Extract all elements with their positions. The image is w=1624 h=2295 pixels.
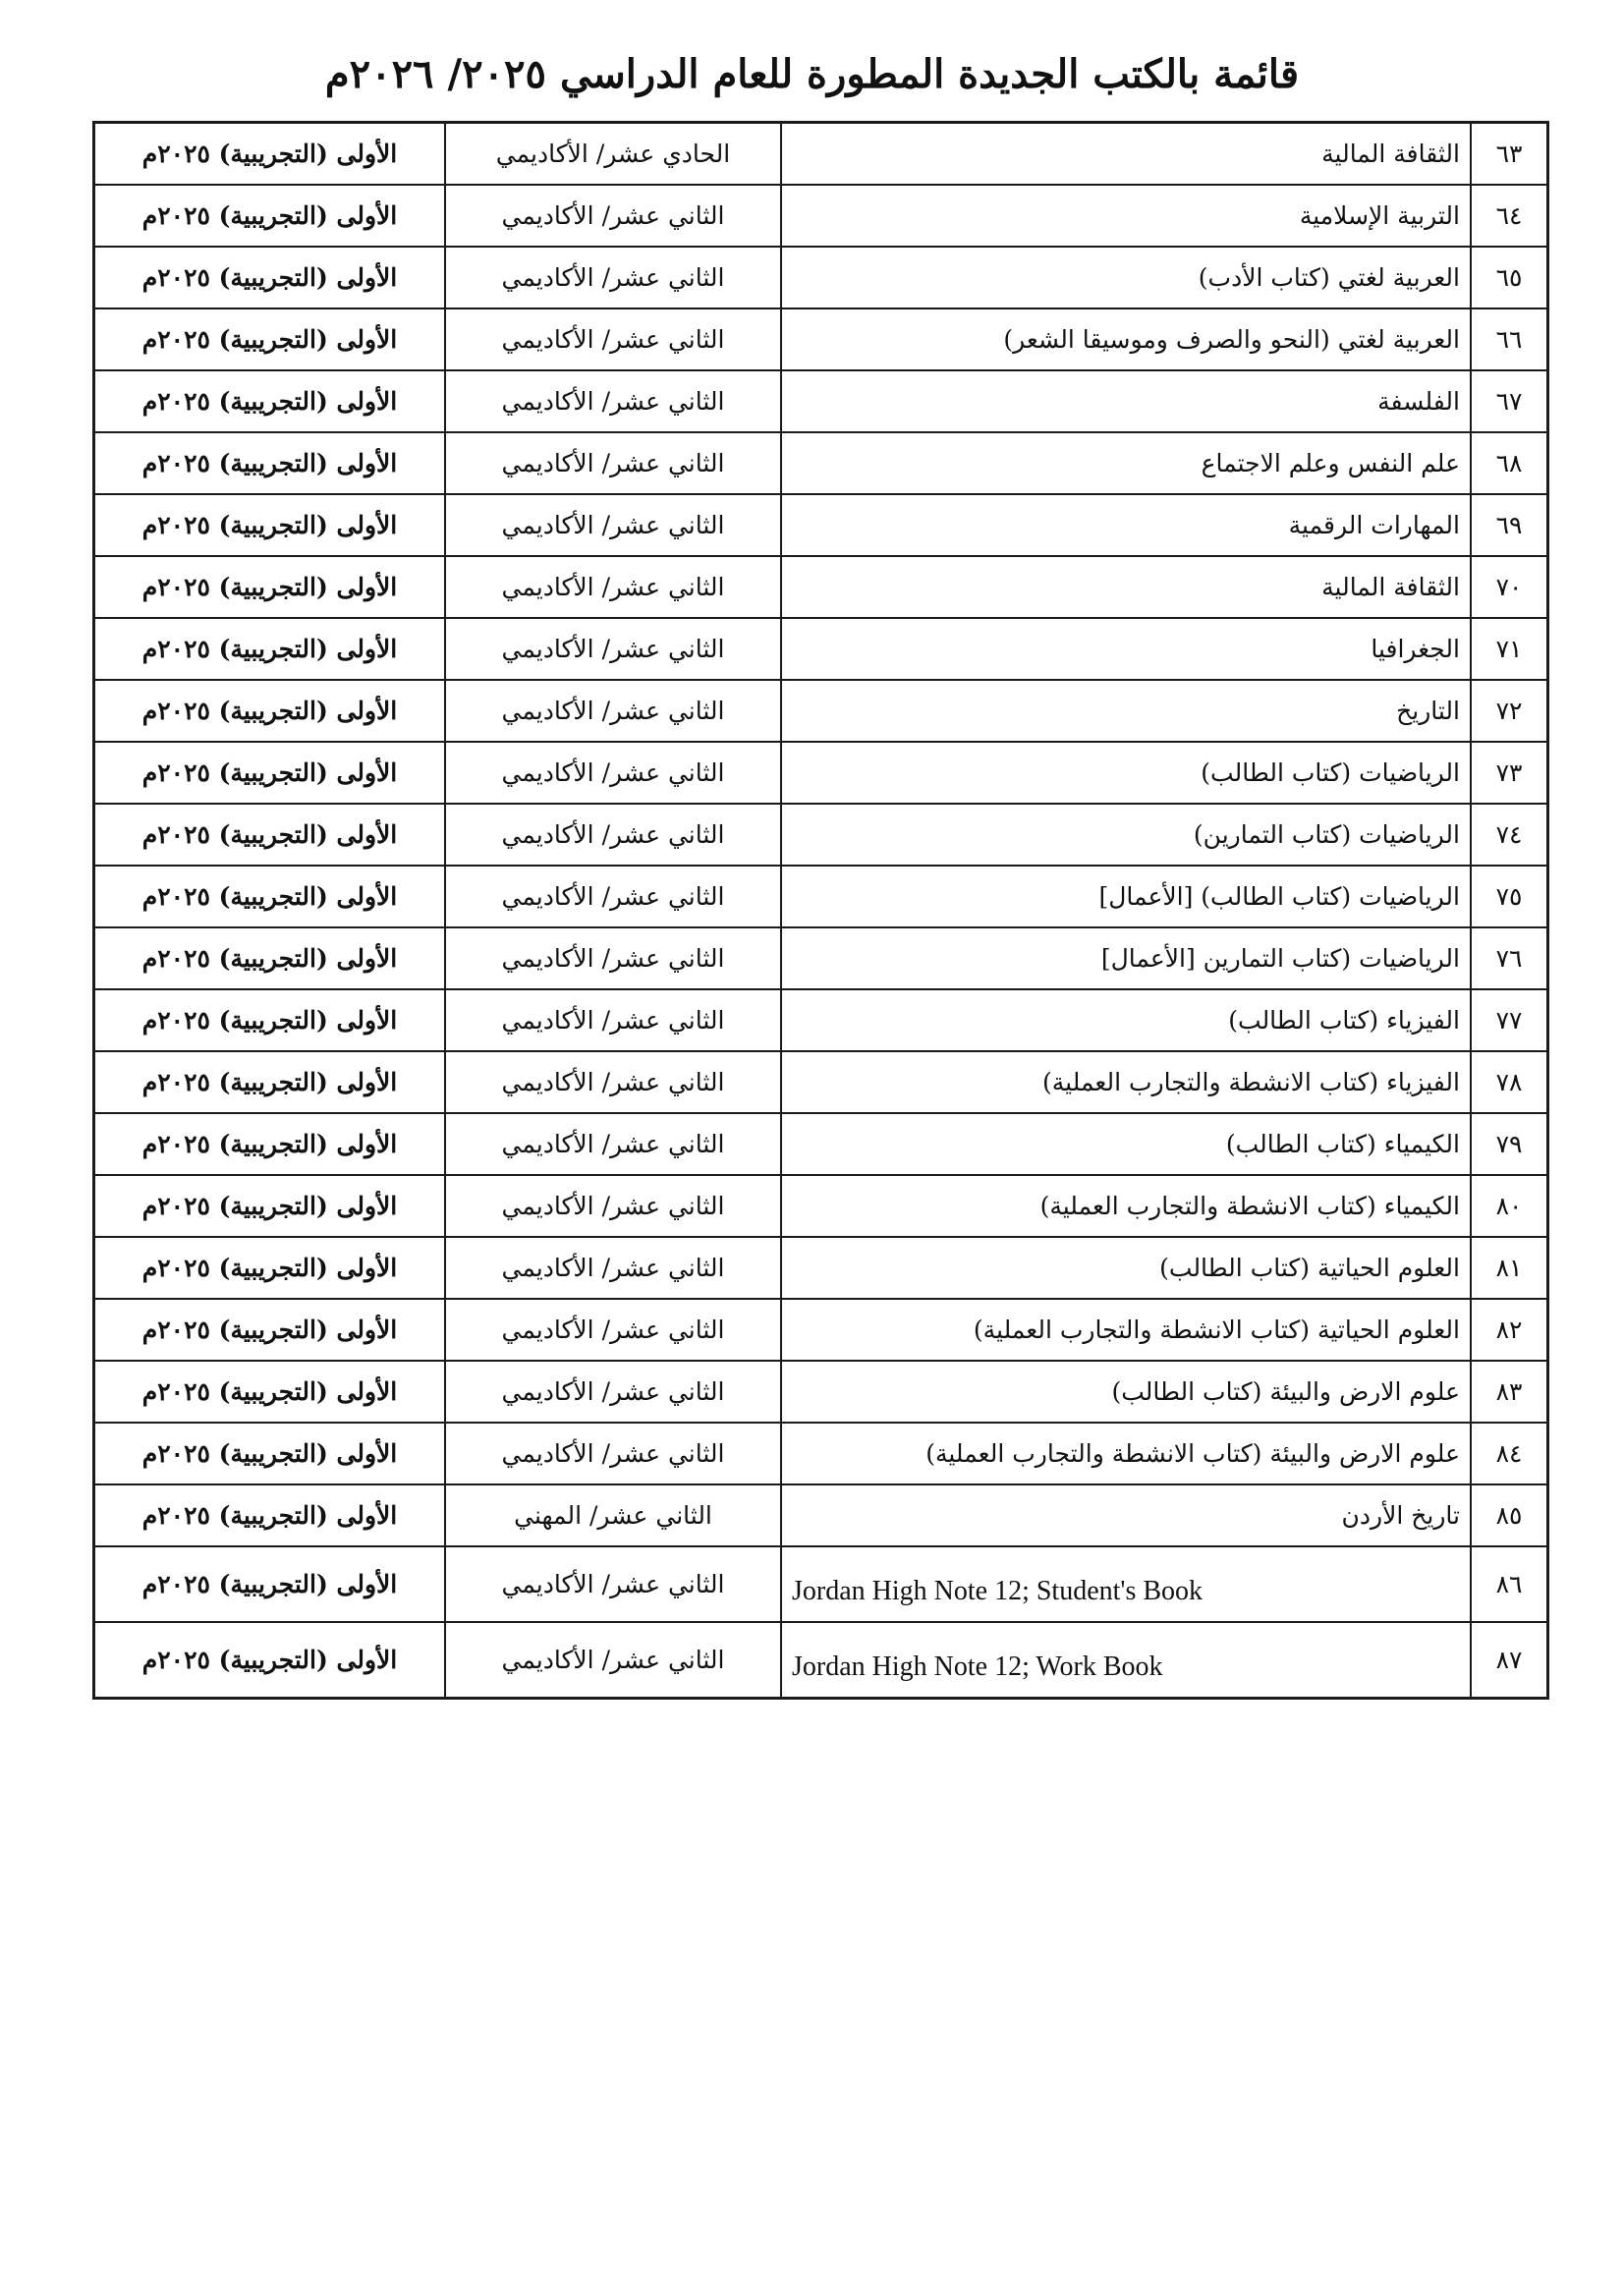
table-row xyxy=(94,247,1548,308)
table-row xyxy=(94,1622,1548,1699)
grade-stream: الثاني عشر/ الأكاديمي xyxy=(445,804,781,866)
book-title: علوم الارض والبيئة (كتاب الطالب) xyxy=(781,1361,1471,1423)
table-row xyxy=(94,1546,1548,1622)
grade-stream: الثاني عشر/ الأكاديمي xyxy=(445,927,781,989)
edition: الأولى (التجريبية) ٢٠٢٥م xyxy=(94,927,446,989)
row-number: ٧٠ xyxy=(1471,556,1548,618)
book-title: العلوم الحياتية (كتاب الطالب) xyxy=(781,1237,1471,1299)
edition: الأولى (التجريبية) ٢٠٢٥م xyxy=(94,1423,446,1484)
book-title: الفلسفة xyxy=(781,370,1471,432)
grade-stream: الثاني عشر/ الأكاديمي xyxy=(445,1622,781,1699)
book-title: علم النفس وعلم الاجتماع xyxy=(781,432,1471,494)
row-number: ٦٨ xyxy=(1471,432,1548,494)
row-number: ٨٢ xyxy=(1471,1299,1548,1361)
book-title: العلوم الحياتية (كتاب الانشطة والتجارب العملية) xyxy=(781,1299,1471,1361)
row-number: ٦٤ xyxy=(1471,185,1548,247)
grade-stream: الثاني عشر/ الأكاديمي xyxy=(445,1113,781,1175)
edition: الأولى (التجريبية) ٢٠٢٥م xyxy=(94,989,446,1051)
row-number: ٧٣ xyxy=(1471,742,1548,804)
table-row xyxy=(94,1299,1548,1361)
grade-stream: الثاني عشر/ الأكاديمي xyxy=(445,432,781,494)
row-number: ٨١ xyxy=(1471,1237,1548,1299)
table-row xyxy=(94,185,1548,247)
table-row xyxy=(94,1484,1548,1546)
table-row xyxy=(94,680,1548,742)
edition: الأولى (التجريبية) ٢٠٢٥م xyxy=(94,1299,446,1361)
edition: الأولى (التجريبية) ٢٠٢٥م xyxy=(94,556,446,618)
book-title: الفيزياء (كتاب الطالب) xyxy=(781,989,1471,1051)
books-table xyxy=(92,121,1549,1700)
grade-stream: الثاني عشر/ الأكاديمي xyxy=(445,247,781,308)
book-title: الثقافة المالية xyxy=(781,123,1471,186)
table-row xyxy=(94,1423,1548,1484)
edition: الأولى (التجريبية) ٢٠٢٥م xyxy=(94,247,446,308)
edition: الأولى (التجريبية) ٢٠٢٥م xyxy=(94,804,446,866)
book-title: تاريخ الأردن xyxy=(781,1484,1471,1546)
grade-stream: الثاني عشر/ الأكاديمي xyxy=(445,1546,781,1622)
row-number: ٧٤ xyxy=(1471,804,1548,866)
table-row xyxy=(94,308,1548,370)
grade-stream: الثاني عشر/ الأكاديمي xyxy=(445,680,781,742)
edition: الأولى (التجريبية) ٢٠٢٥م xyxy=(94,680,446,742)
edition: الأولى (التجريبية) ٢٠٢٥م xyxy=(94,185,446,247)
book-title: الرياضيات (كتاب الطالب) xyxy=(781,742,1471,804)
table-row xyxy=(94,370,1548,432)
grade-stream: الحادي عشر/ الأكاديمي xyxy=(445,123,781,186)
book-title: الفيزياء (كتاب الانشطة والتجارب العملية) xyxy=(781,1051,1471,1113)
row-number: ٦٩ xyxy=(1471,494,1548,556)
table-row xyxy=(94,1175,1548,1237)
grade-stream: الثاني عشر/ الأكاديمي xyxy=(445,1299,781,1361)
edition: الأولى (التجريبية) ٢٠٢٥م xyxy=(94,494,446,556)
book-title: الثقافة المالية xyxy=(781,556,1471,618)
row-number: ٦٥ xyxy=(1471,247,1548,308)
row-number: ٦٣ xyxy=(1471,123,1548,186)
row-number: ٦٧ xyxy=(1471,370,1548,432)
table-row xyxy=(94,742,1548,804)
edition: الأولى (التجريبية) ٢٠٢٥م xyxy=(94,1361,446,1423)
books-table-body xyxy=(94,123,1548,1699)
row-number: ٨٤ xyxy=(1471,1423,1548,1484)
book-title: الجغرافيا xyxy=(781,618,1471,680)
edition: الأولى (التجريبية) ٢٠٢٥م xyxy=(94,618,446,680)
edition: الأولى (التجريبية) ٢٠٢٥م xyxy=(94,742,446,804)
edition: الأولى (التجريبية) ٢٠٢٥م xyxy=(94,1113,446,1175)
grade-stream: الثاني عشر/ الأكاديمي xyxy=(445,494,781,556)
row-number: ٧٢ xyxy=(1471,680,1548,742)
table-row xyxy=(94,123,1548,186)
grade-stream: الثاني عشر/ الأكاديمي xyxy=(445,1423,781,1484)
edition: الأولى (التجريبية) ٢٠٢٥م xyxy=(94,1546,446,1622)
table-row xyxy=(94,1113,1548,1175)
edition: الأولى (التجريبية) ٢٠٢٥م xyxy=(94,1622,446,1699)
grade-stream: الثاني عشر/ الأكاديمي xyxy=(445,308,781,370)
row-number: ٧١ xyxy=(1471,618,1548,680)
book-title: المهارات الرقمية xyxy=(781,494,1471,556)
edition: الأولى (التجريبية) ٢٠٢٥م xyxy=(94,866,446,927)
edition: الأولى (التجريبية) ٢٠٢٥م xyxy=(94,432,446,494)
book-title: الكيمياء (كتاب الطالب) xyxy=(781,1113,1471,1175)
page-title: قائمة بالكتب الجديدة المطورة للعام الدراسي ٢٠٢٥/ ٢٠٢٦م xyxy=(324,51,1300,97)
table-row xyxy=(94,804,1548,866)
table-row xyxy=(94,556,1548,618)
book-title: Jordan High Note 12; Work Book xyxy=(781,1622,1471,1699)
grade-stream: الثاني عشر/ الأكاديمي xyxy=(445,1051,781,1113)
table-row xyxy=(94,1361,1548,1423)
row-number: ٨٣ xyxy=(1471,1361,1548,1423)
book-title: الكيمياء (كتاب الانشطة والتجارب العملية) xyxy=(781,1175,1471,1237)
table-row xyxy=(94,494,1548,556)
edition: الأولى (التجريبية) ٢٠٢٥م xyxy=(94,308,446,370)
edition: الأولى (التجريبية) ٢٠٢٥م xyxy=(94,1484,446,1546)
row-number: ٨٥ xyxy=(1471,1484,1548,1546)
row-number: ٧٦ xyxy=(1471,927,1548,989)
grade-stream: الثاني عشر/ الأكاديمي xyxy=(445,185,781,247)
row-number: ٧٧ xyxy=(1471,989,1548,1051)
grade-stream: الثاني عشر/ الأكاديمي xyxy=(445,1361,781,1423)
edition: الأولى (التجريبية) ٢٠٢٥م xyxy=(94,1051,446,1113)
table-row xyxy=(94,927,1548,989)
grade-stream: الثاني عشر/ الأكاديمي xyxy=(445,742,781,804)
edition: الأولى (التجريبية) ٢٠٢٥م xyxy=(94,1237,446,1299)
grade-stream: الثاني عشر/ الأكاديمي xyxy=(445,370,781,432)
book-title: العربية لغتي (النحو والصرف وموسيقا الشعر) xyxy=(781,308,1471,370)
grade-stream: الثاني عشر/ الأكاديمي xyxy=(445,989,781,1051)
row-number: ٧٥ xyxy=(1471,866,1548,927)
book-title: الرياضيات (كتاب التمارين) xyxy=(781,804,1471,866)
row-number: ٧٨ xyxy=(1471,1051,1548,1113)
book-title: الرياضيات (كتاب التمارين [الأعمال] xyxy=(781,927,1471,989)
row-number: ٨٧ xyxy=(1471,1622,1548,1699)
grade-stream: الثاني عشر/ الأكاديمي xyxy=(445,1237,781,1299)
edition: الأولى (التجريبية) ٢٠٢٥م xyxy=(94,123,446,186)
edition: الأولى (التجريبية) ٢٠٢٥م xyxy=(94,1175,446,1237)
table-row xyxy=(94,432,1548,494)
table-row xyxy=(94,989,1548,1051)
book-title: التاريخ xyxy=(781,680,1471,742)
book-title: التربية الإسلامية xyxy=(781,185,1471,247)
edition: الأولى (التجريبية) ٢٠٢٥م xyxy=(94,370,446,432)
grade-stream: الثاني عشر/ الأكاديمي xyxy=(445,618,781,680)
grade-stream: الثاني عشر/ الأكاديمي xyxy=(445,1175,781,1237)
book-title: العربية لغتي (كتاب الأدب) xyxy=(781,247,1471,308)
table-row xyxy=(94,1051,1548,1113)
grade-stream: الثاني عشر/ الأكاديمي xyxy=(445,866,781,927)
row-number: ٨٦ xyxy=(1471,1546,1548,1622)
table-row xyxy=(94,1237,1548,1299)
grade-stream: الثاني عشر/ الأكاديمي xyxy=(445,556,781,618)
row-number: ٧٩ xyxy=(1471,1113,1548,1175)
table-row xyxy=(94,618,1548,680)
book-title: Jordan High Note 12; Student's Book xyxy=(781,1546,1471,1622)
row-number: ٨٠ xyxy=(1471,1175,1548,1237)
book-title: علوم الارض والبيئة (كتاب الانشطة والتجارب العملية) xyxy=(781,1423,1471,1484)
table-row xyxy=(94,866,1548,927)
grade-stream: الثاني عشر/ المهني xyxy=(445,1484,781,1546)
book-title: الرياضيات (كتاب الطالب) [الأعمال] xyxy=(781,866,1471,927)
row-number: ٦٦ xyxy=(1471,308,1548,370)
